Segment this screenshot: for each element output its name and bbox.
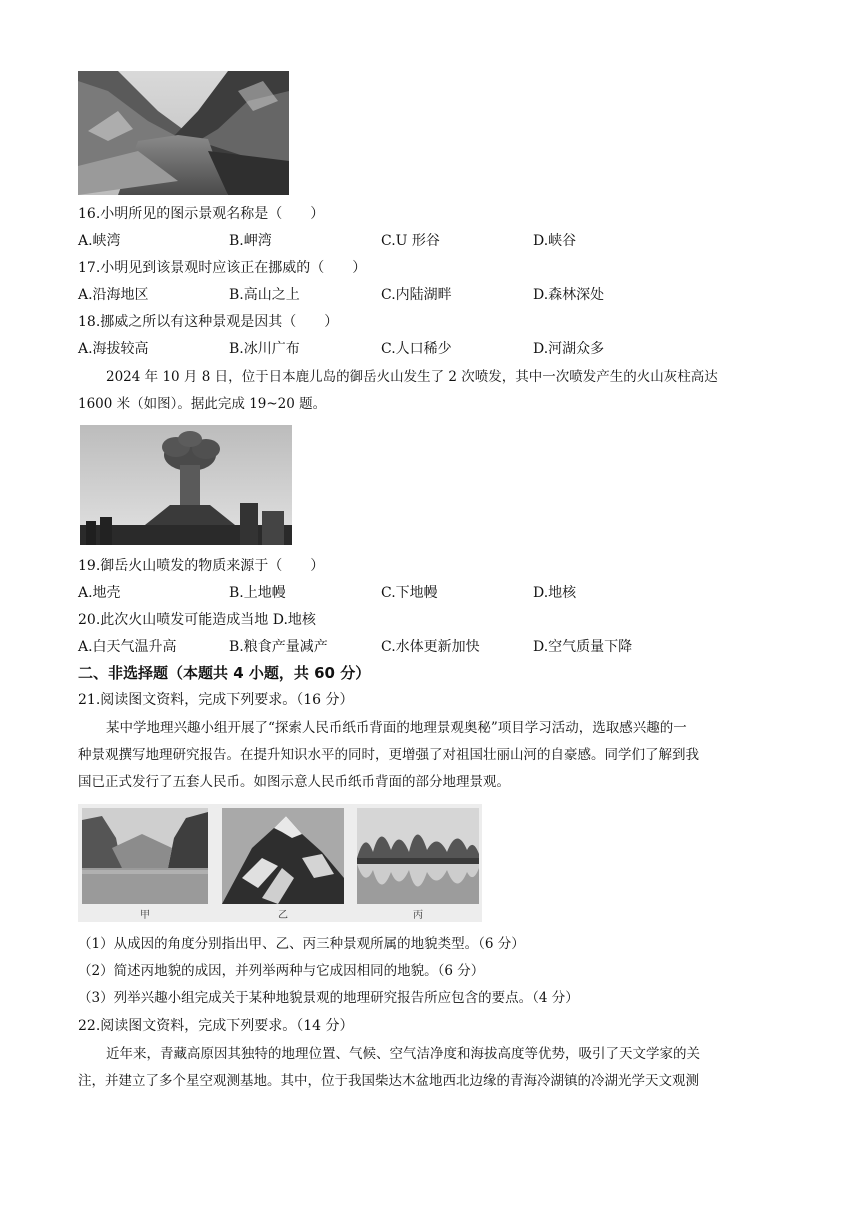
q19-option-a: A.地壳 — [78, 585, 121, 601]
q20-stem: 20.此次火山喷发可能造成当地 D.地核 — [78, 612, 316, 628]
q21-para-line2: 种景观撰写地理研究报告。在提升知识水平的同时，更增强了对祖国壮丽山河的自豪感。同学们了解到我 — [78, 747, 699, 763]
q16-option-d: D.峡谷 — [533, 233, 577, 249]
q18-option-d: D.河湖众多 — [533, 341, 605, 357]
q22-para-line2: 注，并建立了多个星空观测基地。其中，位于我国柴达木盆地西北边缘的青海冷湖镇的冷湖光学天文观测 — [78, 1073, 699, 1089]
q20-option-c: C.水体更新加快 — [381, 639, 480, 655]
caption-jia: 甲 — [140, 910, 150, 921]
q16-stem: 16.小明所见的图示景观名称是（ ） — [78, 206, 325, 222]
q19-option-b: B.上地幔 — [229, 585, 286, 601]
section2-title: 二、非选择题（本题共 4 小题，共 60 分） — [78, 664, 371, 682]
caption-bing: 丙 — [413, 910, 423, 921]
q21-stem: 21.阅读图文资料，完成下列要求。（16 分） — [78, 692, 354, 708]
q17-option-c: C.内陆湖畔 — [381, 287, 452, 303]
fjord-photo — [78, 71, 289, 195]
q19-option-d: D.地核 — [533, 585, 577, 601]
q16-option-b: B.岬湾 — [229, 233, 272, 249]
q18-option-c: C.人口稀少 — [381, 341, 452, 357]
q17-option-d: D.森林深处 — [533, 287, 605, 303]
volcano-intro-line1: 2024 年 10 月 8 日，位于日本鹿儿岛的御岳火山发生了 2 次喷发，其中一次喷发产生的火山灰柱高达 — [106, 369, 718, 385]
q17-option-a: A.沿海地区 — [78, 287, 149, 303]
volcano-intro-line2: 1600 米（如图）。据此完成 19~20 题。 — [78, 396, 327, 412]
q16-option-a: A.峡湾 — [78, 233, 121, 249]
q21-para-line1: 某中学地理兴趣小组开展了“探索人民币纸币背面的地理景观奥秘”项目学习活动，选取感兴趣的一 — [106, 720, 687, 736]
landscape-jia-photo — [82, 808, 208, 904]
q20-option-a: A.白天气温升高 — [78, 639, 177, 655]
q18-stem: 18.挪威之所以有这种景观是因其（ ） — [78, 314, 339, 330]
q21-sub1: （1）从成因的角度分别指出甲、乙、丙三种景观所属的地貌类型。（6 分） — [78, 936, 525, 952]
q22-stem: 22.阅读图文资料，完成下列要求。（14 分） — [78, 1018, 354, 1034]
q19-stem: 19.御岳火山喷发的物质来源于（ ） — [78, 558, 325, 574]
volcano-photo — [80, 425, 292, 545]
q16-option-c: C.U 形谷 — [381, 233, 440, 249]
q17-option-b: B.高山之上 — [229, 287, 300, 303]
q20-option-d: D.空气质量下降 — [533, 639, 633, 655]
q17-stem: 17.小明见到该景观时应该正在挪威的（ ） — [78, 260, 367, 276]
caption-yi: 乙 — [278, 910, 288, 921]
q21-sub3: （3）列举兴趣小组完成关于某种地貌景观的地理研究报告所应包含的要点。（4 分） — [78, 990, 579, 1006]
q19-option-c: C.下地幔 — [381, 585, 438, 601]
q21-para-line3: 国已正式发行了五套人民币。如图示意人民币纸币背面的部分地理景观。 — [78, 774, 510, 790]
q18-option-b: B.冰川广布 — [229, 341, 300, 357]
landscape-bing-photo — [357, 808, 479, 904]
q20-option-b: B.粮食产量减产 — [229, 639, 328, 655]
q18-option-a: A.海拔较高 — [78, 341, 149, 357]
q21-sub2: （2）简述丙地貌的成因，并列举两种与它成因相同的地貌。（6 分） — [78, 963, 485, 979]
q22-para-line1: 近年来，青藏高原因其独特的地理位置、气候、空气洁净度和海拔高度等优势，吸引了天文学家的关 — [106, 1046, 700, 1062]
landscape-yi-photo — [222, 808, 344, 904]
